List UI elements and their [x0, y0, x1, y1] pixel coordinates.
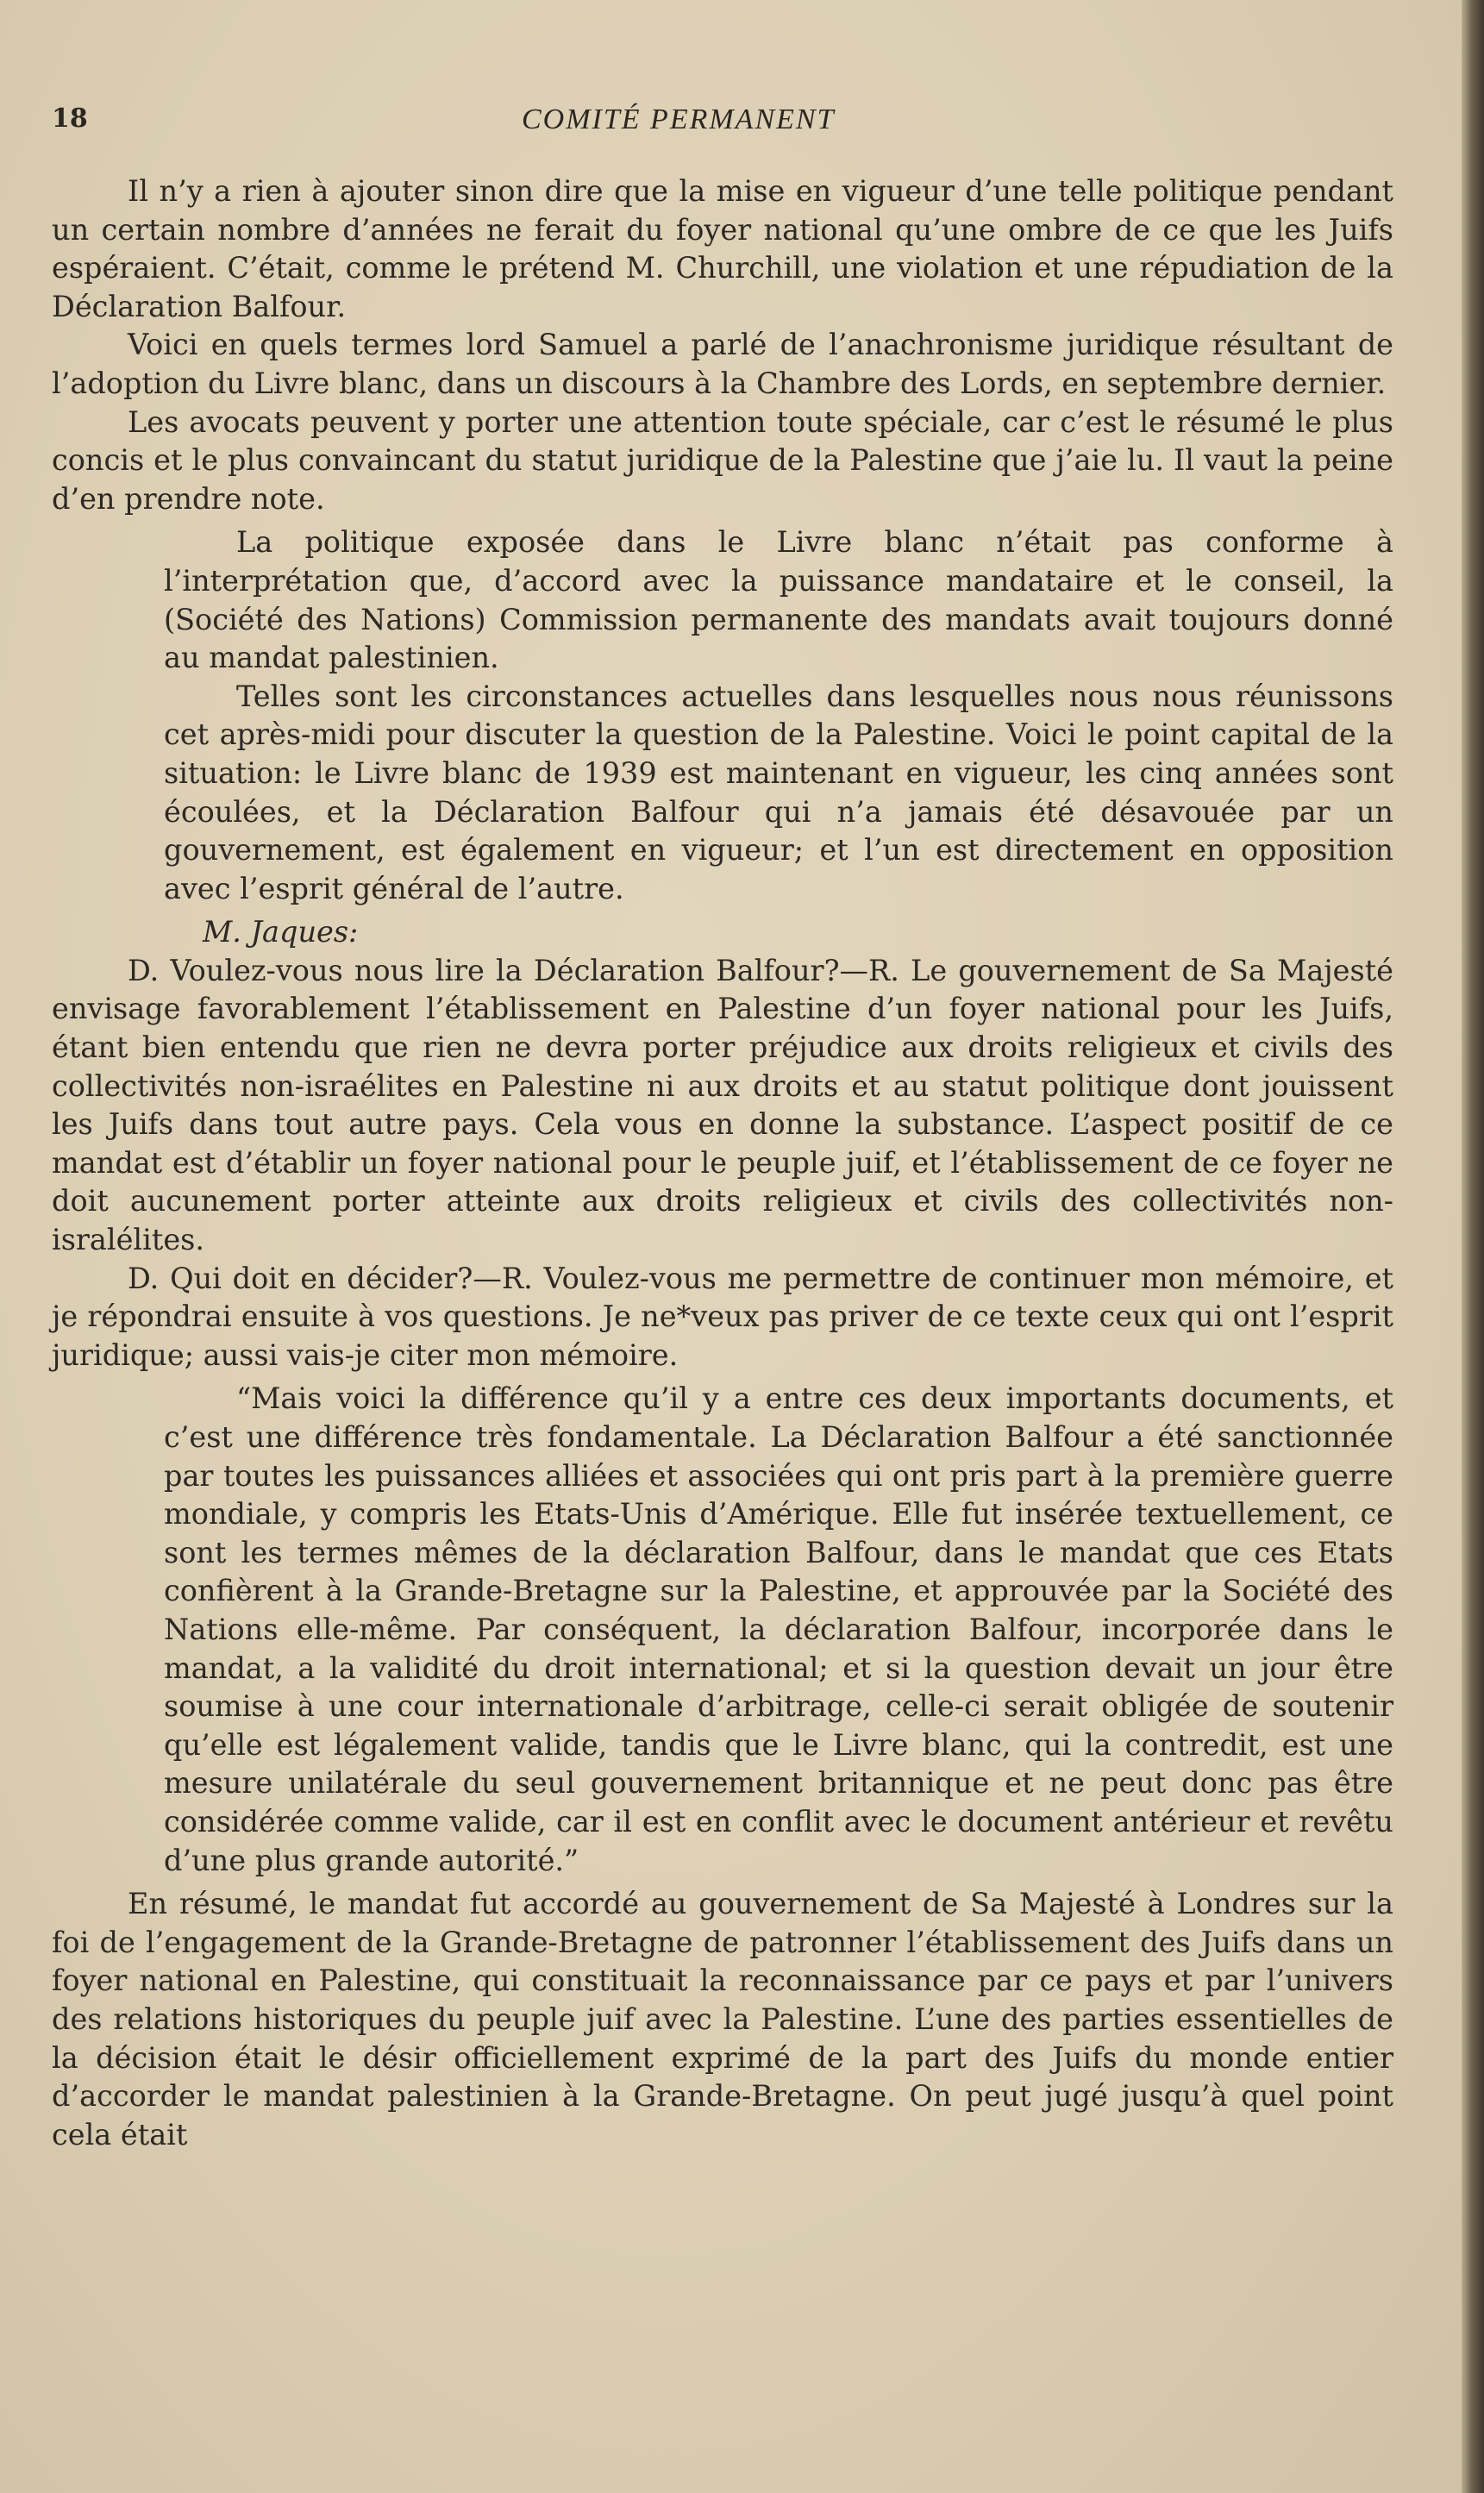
paragraph-3: Les avocats peuvent y porter une attention toute spéciale, car c’est le résumé le plus concis et le plus convaincant du statut juridique de la Palestine que j’aie lu. Il vaut la peine d’en prendre note. [52, 404, 1393, 516]
block-quote-samuel [164, 523, 1393, 908]
page-binding-edge [1462, 0, 1484, 2493]
page-header [52, 103, 1388, 147]
running-title: COMITÉ PERMANENT [522, 103, 836, 135]
page-number: 18 [52, 103, 88, 134]
question-answer-1: D. Voulez-vous nous lire la Déclaration Balfour?—R. Le gouvernement de Sa Majesté envisage favorablement l’établissement en Palestine d’un foyer national pour les Juifs, étant bien entendu que rien ne devra porter préjudice aux droits religieux et civils des collectivités non-israélites en Palestine ni aux droits et au statut politique dont jouissent les Juifs dans tout autre pays. Cela vous en donne la substance. L’aspect positif de ce mandat est d’établir un foyer national pour le peuple juif, et l’établissement de ce foyer ne doit aucunement porter atteinte aux droits religieux et civils des collectivités non-isralélites. [52, 953, 1393, 1257]
question-answer-2: D. Qui doit en décider?—R. Voulez-vous me permettre de continuer mon mémoire, et je répondrai ensuite à vos questions. Je ne*veux pas priver de ce texte ceux qui ont l’esprit juridique; aussi vais-je citer mon mémoire. [52, 1261, 1393, 1372]
quote-2-paragraph: “Mais voici la différence qu’il y a entre ces deux importants documents, et c’est une différence très fondamentale. La Déclaration Balfour a été sanctionnée par toutes les puissances alliées et associées qui ont pris part à la première guerre mondiale, y compris les Etats-Unis d’Amérique. Elle fut insérée textuellement, ce sont les termes mêmes de la déclaration Balfour, dans le mandat que ces Etats confièrent à la Grande-Bretagne sur la Palestine, et approuvée par la Société des Nations elle-même. Par conséquent, la déclaration Balfour, incorporée dans le mandat, a la validité du droit international; et si la question devait un jour être soumise à une cour internationale d’arbitrage, celle-ci serait obligée de soutenir qu’elle est légalement valide, tandis que le Livre blanc, qui la contredit, est une mesure unilatérale du seul gouvernement britannique et ne peut donc pas être considérée comme valide, car il est en conflit avec le document antérieur et revêtu d’une plus grande autorité.” [164, 1381, 1393, 1877]
block-quote-memoire [164, 1380, 1393, 1880]
quote-1-paragraph-2: Telles sont les circonstances actuelles dans lesquelles nous nous réunissons cet après-midi pour discuter la question de la Palestine. Voici le point capital de la situation: le Livre blanc de 1939 est maintenant en vigueur, les cinq années sont écoulées, et la Déclaration Balfour qui n’a jamais été désavouée par un gouvernement, est également en vigueur; et l’un est directement en opposition avec l’esprit général de l’autre. [164, 679, 1393, 905]
quote-1-paragraph-1: La politique exposée dans le Livre blanc n’était pas conforme à l’interprétation que, d’accord avec la puissance mandataire et le conseil, la (Société des Nations) Commission permanente des mandats avait toujours donné au mandat palestinien. [164, 525, 1393, 675]
speaker-label: M. Jaques: [203, 915, 359, 949]
paragraph-2: Voici en quels termes lord Samuel a parlé de l’anachronisme juridique résultant de l’adoption du Livre blanc, dans un discours à la Chambre des Lords, en septembre dernier. [52, 328, 1393, 400]
paragraph-1: Il n’y a rien à ajouter sinon dire que la mise en vigueur d’une telle politique pendant un certain nombre d’années ne ferait du foyer national qu’une ombre de ce que les Juifs espéraient. C’était, comme le prétend M. Churchill, une violation et une répudiation de la Déclaration Balfour. [52, 174, 1393, 323]
body-text [52, 172, 1393, 2154]
paragraph-final: En résumé, le mandat fut accordé au gouvernement de Sa Majesté à Londres sur la foi de l’engagement de la Grande-Bretagne de patronner l’établissement des Juifs dans un foyer national en Palestine, qui constituait la reconnaissance par ce pays et par l’univers des relations historiques du peuple juif avec la Palestine. L’une des parties essentielles de la décision était le désir officiellement exprimé de la part des Juifs du monde entier d’accorder le mandat palestinien à la Grande-Bretagne. On peut jugé jusqu’à quel point cela était [52, 1887, 1393, 2152]
